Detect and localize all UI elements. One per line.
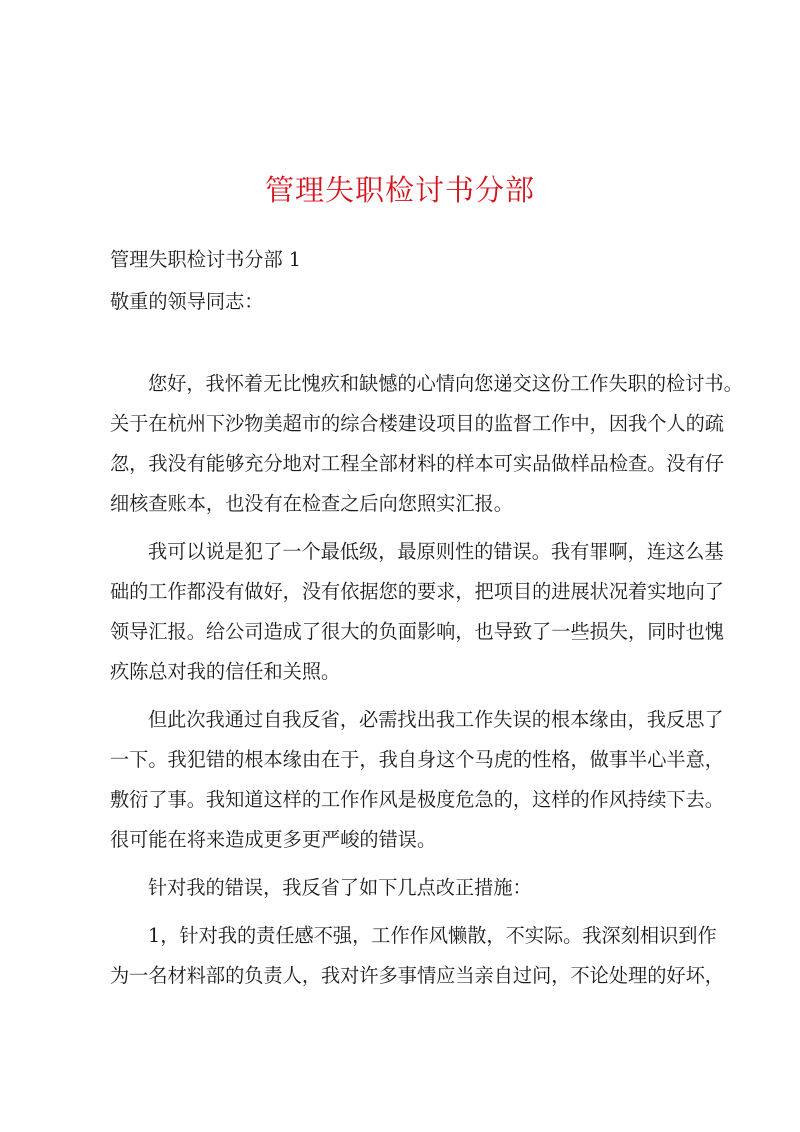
document-subtitle: 管理失职检讨书分部 1 (110, 248, 301, 271)
salutation: 敬重的领导同志： (110, 290, 264, 313)
paragraph-1-line-2: 关于在杭州下沙物美超市的综合楼建设项目的监督工作中，因我个人的疏 (110, 412, 724, 435)
paragraph-2-line-4: 疚陈总对我的信任和关照。 (110, 660, 341, 683)
paragraph-1-line-4: 细核查账本，也没有在检查之后向您照实汇报。 (110, 492, 513, 515)
page-title: 管理失职检讨书分部 (264, 173, 535, 207)
paragraph-3-line-3: 敷衍了事。我知道这样的工作作风是极度危急的，这样的作风持续下去。 (110, 788, 724, 811)
paragraph-1-line-1: 您好，我怀着无比愧疚和缺憾的心情向您递交这份工作失职的检讨书。 (148, 372, 743, 395)
paragraph-2-line-2: 础的工作都没有做好，没有依据您的要求，把项目的进展状况着实地向了 (110, 580, 724, 603)
paragraph-4-line-1: 针对我的错误，我反省了如下几点改正措施： (148, 876, 532, 899)
paragraph-2-line-3: 领导汇报。给公司造成了很大的负面影响，也导致了一些损失，同时也愧 (110, 620, 724, 643)
paragraph-2-line-1: 我可以说是犯了一个最低级，最原则性的错误。我有罪啊，连这么基 (148, 540, 724, 563)
paragraph-3-line-2: 一下。我犯错的根本缘由在于，我自身这个马虎的性格，做事半心半意， (110, 748, 724, 771)
paragraph-3-line-1: 但此次我通过自我反省，必需找出我工作失误的根本缘由，我反思了 (148, 708, 724, 731)
paragraph-5-line-2: 为一名材料部的负责人，我对许多事情应当亲自过问，不论处理的好坏， (110, 964, 724, 987)
paragraph-5-line-1: 1，针对我的责任感不强，工作作风懒散，不实际。我深刻相识到作 (148, 924, 717, 947)
paragraph-3-line-4: 很可能在将来造成更多更严峻的错误。 (110, 828, 437, 851)
paragraph-1-line-3: 忽，我没有能够充分地对工程全部材料的样本可实品做样品检查。没有仔 (110, 452, 724, 475)
